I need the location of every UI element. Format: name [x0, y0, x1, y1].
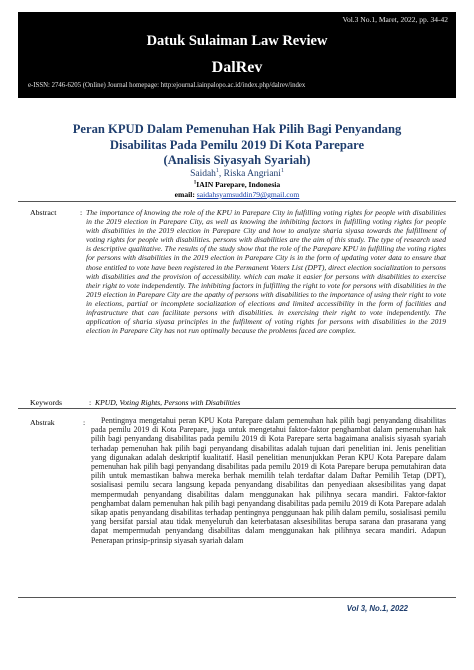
email-link[interactable]: saidahsyamsuddin79@gmail.com — [196, 190, 300, 199]
article-title-line: (Analisis Siyasyah Syariah) — [163, 153, 311, 168]
divider-middle — [18, 408, 456, 409]
author-name: , Riska Angriani — [218, 169, 281, 180]
abstract-colon: : — [80, 208, 83, 217]
affiliation-text: IAIN Parepare, Indonesia — [196, 180, 281, 189]
email-label: email: — [174, 190, 195, 199]
affiliation — [0, 180, 474, 189]
keywords-text: KPUD, Voting Rights, Persons with Disabilities — [95, 398, 241, 407]
divider-top — [18, 201, 456, 202]
volume-info: Vol.3 No.1, Maret, 2022, pp. 34-42 — [342, 15, 448, 24]
author-affiliation-mark: 1 — [280, 168, 284, 174]
author-list — [0, 168, 474, 179]
footer-divider — [18, 597, 456, 598]
author-affiliation-mark: 1 — [215, 168, 219, 174]
article-title-line: Disabilitas Pada Pemilu 2019 Di Kota Parepare — [109, 137, 365, 152]
abstract-label: Abstract — [30, 208, 57, 217]
journal-abbreviation: DalRev — [211, 59, 263, 76]
author-name: Saidah — [190, 169, 216, 180]
keywords-label: Keywords — [30, 398, 63, 407]
journal-title: Datuk Sulaiman Law Review — [146, 33, 328, 49]
abstrak-colon: : — [83, 418, 86, 427]
article-title — [20, 122, 454, 169]
article-title-line: Peran KPUD Dalam Pemenuhan Hak Pilih Bagi Penyandang — [72, 122, 402, 136]
issn-homepage-line: e-ISSN: 2746-6205 (Online) Journal homepage: http:ejournal.iainpalopo.ac.id/index.php/dalrev/index — [28, 82, 306, 89]
journal-header-band — [18, 12, 456, 98]
abstrak-label: Abstrak — [30, 418, 55, 427]
abstract-text: The importance of knowing the role of the KPU in Parepare City in fulfilling voting rights for people with disabilities in the 2019 election in Parepare City, as well as knowing the inhibiting factors in fulfilling voting rights for people with disabilities in the 2019 election in Parepare City and how to analyze sharia siyasa towards the fulfillment of voting rights for people with disabilities. persons with disabilities are the aim of this study. The type of research used is descriptive qualitative. The results of the study show that the role of the Parepare KPU in fulfilling the voting rights for persons with disabilities in the 2019 election in Parepare City is in the form of updating voter data to ensure that those entitled to vote have been registered in the Permanent Voters List (DPT), direct election socialization to persons with disabilities and the provision of accessibility. which can make it easier for persons with disabilities to exercise their right to vote independently. The inhibiting factors in fulfilling the right to vote for persons with disabilities in the 2019 election in Parepare City are the apathy of persons with disabilities to the importance of using their right to vote in elections, partial or incomplete socialization of elections and limited accessibility in the form of facilities and infrastructure that can facilitate persons with disabilities. in exercising their right to vote independently. The application of sharia siyasa principles in the fulfilment of voting rights for persons with disabilities in the 2019 election in Parepare City has not run optimally because the problems faced are complex. — [86, 208, 446, 336]
correspondence-email — [0, 190, 474, 199]
affiliation-mark: 1 — [193, 180, 197, 186]
abstrak-text: Pentingnya mengetahui peran KPU Kota Parepare dalam pemenuhan hak pilih bagi penyandang disabilitas pada pemilu 2019 di Kota Parepare, juga untuk mengetahui faktor-faktor penghambat dalam pemenuhan hak pilih bagi penyandang disabilitas pada pemilu 2019 di Kota Parepare serta bagaimana analisis siyasah syariah terhadap pemenuhan hak pilih bagi penyandang disabilitas adalah tujuan dari penelitian ini. Jenis penelitian yang digunakan adalah deskriptif kualitatif. Hasil penelitian menunjukkan Peran KPU Kota Parepare dalam pemenuhan hak pilih bagi penyandang disabilitas pada pemilu 2019 di Kota Parepare berupa pemutahiran data pilih untuk memastikan bahwa mereka berhak memilih telah terdaftar dalam Daftar Pemilih Tetap (DPT), sosialisasi pemilu secara langsung kepada penyandang disabilitas dan penyediaan aksesibilitas yang dapat mempermudah penyandang disabilitas dalam menggunakan hak pilihnya secara mandiri. Faktor-faktor penghambat dalam pemenuhan hak pilih bagi penyandang disabilitas pada pemilu 2019 di Kota Parepare adalah sikap apatis penyandang disabilitas terhadap pentingnya penggunaan hak pilih dalam pemilu, sosialisasi pemilu yang bersifat parsial atau tidak menyeluruh dan keterbatasan aksesibilitas berupa sarana dan prasarana yang dapat mempermudah penyandang disabilitas dalam menggunakan hak pilihnya secara mandiri. Adapun Penerapan prinsip-prinsip siyasah syariah dalam — [91, 416, 446, 545]
footer-volume-label: Vol 3, No.1, 2022 — [346, 604, 408, 613]
keywords-colon: : — [89, 398, 92, 407]
